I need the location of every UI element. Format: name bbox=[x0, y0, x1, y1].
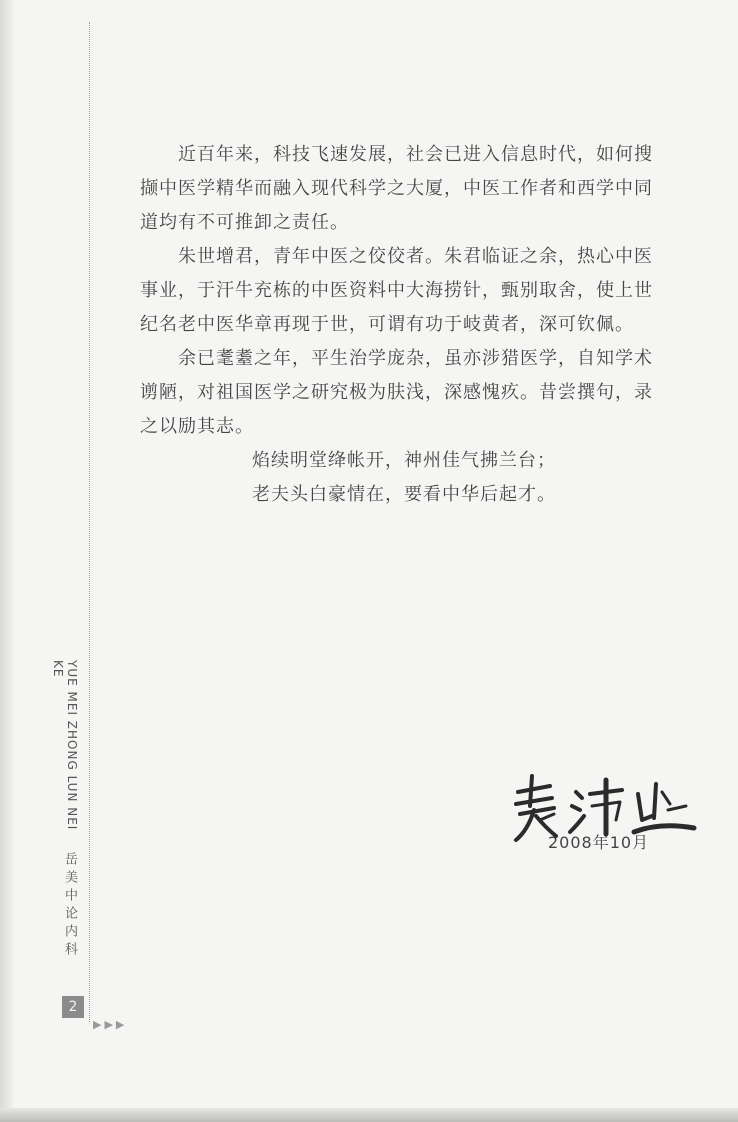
preface-body bbox=[140, 138, 668, 512]
date: 2008年10月 bbox=[548, 833, 650, 852]
arrow-decoration-icon: ▶▶▶ bbox=[93, 1018, 128, 1031]
poem bbox=[140, 444, 668, 512]
page-bottom-edge bbox=[0, 1108, 738, 1122]
paragraph-3: 余已耄耋之年，平生治学庞杂，虽亦涉猎医学，自知学术谫陋，对祖国医学之研究极为肤浅，深感愧疚。昔尝撰句，录之以励其志。 bbox=[140, 348, 653, 437]
poem-line-1: 焰续明堂绛帐开，神州佳气拂兰台； bbox=[252, 450, 556, 471]
margin-dotted-rule bbox=[89, 22, 90, 1022]
running-title-english: YUE MEI ZHONG LUN NEI KE bbox=[51, 660, 79, 831]
page-number: 2 bbox=[62, 996, 84, 1018]
page-edge-shadow bbox=[0, 0, 14, 1122]
running-title-chinese: 岳美中论内科 bbox=[62, 852, 77, 960]
paragraph-2: 朱世增君，青年中医之佼佼者。朱君临证之余，热心中医事业，于汗牛充栋的中医资料中大海捞针，甄别取舍，使上世纪名老中医华章再现于世，可谓有功于岐黄者，深可钦佩。 bbox=[140, 246, 653, 335]
poem-line-2: 老夫头白豪情在，要看中华后起才。 bbox=[252, 484, 556, 505]
paragraph-1: 近百年来，科技飞速发展，社会已进入信息时代，如何搜撷中医学精华而融入现代科学之大厦，中医工作者和西学中同道均有不可推卸之责任。 bbox=[140, 144, 653, 233]
